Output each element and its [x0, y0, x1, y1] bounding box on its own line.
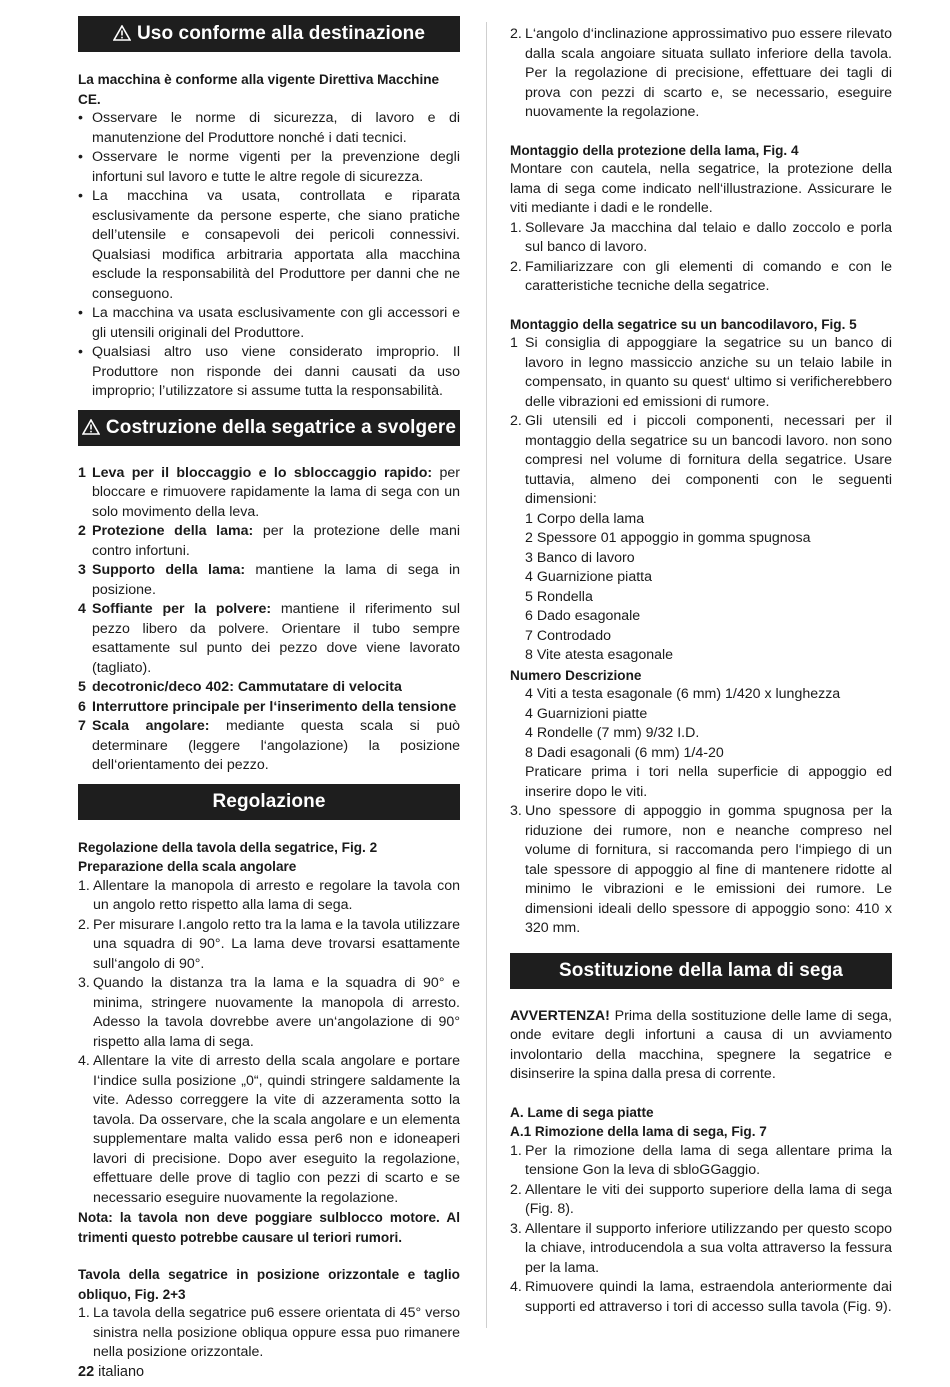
section-title-costruzione: Costruzione della segatrice a svolgere	[78, 410, 460, 446]
item-number: 1.	[510, 1142, 522, 1159]
bullet-icon: •	[78, 149, 83, 165]
bullet-text: Qualsiasi altro uso viene considerato improprio. Il Produttore non risponde dei danni causati da uso improprio; l’utilizzatore si assume tutta la responsabilità.	[92, 344, 460, 399]
item-number: 1	[78, 464, 86, 481]
subheading: Regolazione della tavola della segatrice, Fig. 2	[78, 839, 378, 855]
component-list	[78, 464, 460, 776]
component-item	[78, 698, 460, 718]
list-item	[78, 1052, 460, 1208]
column-divider	[486, 22, 487, 1328]
list-item	[78, 916, 460, 975]
item-number: 2.	[78, 916, 90, 933]
list-item	[510, 219, 892, 258]
item-text: Sollevare Ja macchina dal telaio e dallo zoccolo e porla sul banco di lavoro.	[525, 219, 892, 255]
item-number: 4.	[510, 1279, 522, 1295]
subheading: A.1 Rimozione della lama di sega, Fig. 7	[510, 1124, 767, 1139]
item-number: 3.	[510, 1220, 522, 1237]
item-number: 5	[78, 679, 86, 695]
item-label: Protezione della lama:	[92, 523, 254, 539]
intro-heading: La macchina è conforme alla vigente Direttiva Macchine CE.	[78, 72, 440, 107]
left-column	[78, 16, 460, 1363]
item-text: Rimuovere quindi la lama, estraendola anteriormente dai supporti ed attraverso i tori di accesso sulla tavola (Fig. 9).	[525, 1279, 892, 1315]
warning-triangle-icon	[82, 412, 100, 448]
item-description: mantiene la lama di sega in posizione.	[92, 562, 460, 598]
item-number: 4.	[78, 1053, 90, 1069]
item-label: Interruttore principale per l‘inserimento della tensione	[92, 698, 457, 715]
component-item	[78, 464, 460, 523]
subheading: Montaggio della protezione della lama, Fig. 4	[510, 142, 799, 158]
list-item	[510, 412, 892, 510]
component-item	[78, 561, 460, 600]
item-number: 3	[78, 562, 86, 578]
item-label: Scala angolare:	[92, 718, 210, 734]
item-description: per la protezione delle mani contro infortuni.	[92, 523, 460, 559]
item-text: Gli utensili ed i piccoli componenti, necessari per il montaggio della segatrice su un bancodi lavoro. non sono compresi nel volume di fornitura della segatrice. Usare tuttavia, almeno dei componenti con le seguenti dimensioni:	[525, 413, 892, 507]
item-description: mediante questa scala si può determinare (leggere l‘angolazione) la posizione dell‘orientamento dei pezzo.	[92, 718, 460, 773]
item-text	[92, 561, 460, 600]
step-list	[510, 1142, 892, 1318]
warning-paragraph: AVVERTENZA! Prima della sostituzione delle lame di sega, onde evitare degli infortuni a causa di un avviamento involontario della macchina, spegnere la segatrice e disinserire la spina dalla presa di corrente.	[510, 1007, 892, 1082]
part-item: 8 Dadi esagonali (6 mm) 1/4-20	[525, 744, 724, 761]
bullet-icon: •	[78, 110, 83, 126]
item-text: Allentare le viti dei supporto superiore della lama di sega (Fig. 8).	[525, 1181, 892, 1217]
item-number: 3.	[78, 975, 90, 991]
item-label: Leva per il bloccaggio e lo sbloccaggio rapido:	[92, 464, 433, 481]
parts-list	[510, 685, 892, 763]
bullet-item	[78, 304, 460, 343]
subheading: Tavola della segatrice in posizione orizzontale e taglio obliquo, Fig. 2+3	[78, 1267, 460, 1302]
page-number: 22	[78, 1364, 95, 1380]
item-number: 1.	[510, 219, 522, 236]
item-number: 2	[78, 523, 86, 539]
part-item: 4 Rondelle (7 mm) 9/32 I.D.	[525, 725, 700, 741]
item-label: Supporto della lama:	[92, 562, 246, 578]
item-number: 1.	[78, 877, 90, 894]
subheading: Preparazione della scala angolare	[78, 859, 297, 874]
item-number: 1	[510, 335, 518, 351]
subheading: Numero Descrizione	[510, 667, 642, 683]
step-list	[78, 877, 460, 1209]
component-item	[78, 522, 460, 561]
item-text	[92, 600, 460, 678]
subheading: Montaggio della segatrice su un bancodilavoro, Fig. 5	[510, 316, 857, 332]
list-item: 1. La tavola della segatrice pu6 essere orientata di 45° verso sinistra nella posizione obliqua oppure essa puo rimanere nella posizione orizzontale.	[78, 1305, 460, 1360]
subheading: A. Lame di sega piatte	[510, 1104, 654, 1120]
item-number: 7	[78, 718, 86, 734]
item-text: Familiarizzare con gli elementi di comando e con le caratteristiche tecniche della segatrice.	[525, 258, 892, 294]
item-text: Si consiglia di appoggiare la segatrice su un banco di lavoro in legno massiccio anziche su un telaio labile in compensato, in quanto su quest‘ ultimo si verificherebbero delle vibrazioni ed emissioni di rumore.	[525, 335, 892, 410]
list-item	[510, 1220, 892, 1279]
section-title-uso: Uso conforme alla destinazione	[78, 16, 460, 52]
component-item	[78, 678, 460, 698]
list-item	[510, 1278, 892, 1317]
right-column	[510, 25, 892, 1317]
bullet-text: Osservare le norme vigenti per la prevenzione degli infortuni sul lavoro e tutte le altre regole di sicurezza.	[92, 149, 460, 185]
part-item: 6 Dado esagonale	[525, 608, 641, 624]
parts-list	[510, 510, 892, 666]
list-item	[510, 334, 892, 412]
item-label: decotronic/deco 402: Cammutatare di velocita	[92, 679, 402, 695]
part-item: 3 Banco di lavoro	[525, 549, 635, 566]
section-title-regolazione: Regolazione	[78, 784, 460, 820]
list-item	[78, 974, 460, 1052]
part-item: 7 Controdado	[525, 627, 611, 644]
item-number: 2.	[510, 1181, 522, 1198]
item-description: mantiene il riferimento sul pezzo libero da polvere. Orientare il tubo sempre esattamente sul punto dei pezzo dove viene lavorato (tagliato).	[92, 601, 460, 676]
part-item: 1 Corpo della lama	[525, 510, 645, 527]
item-text	[92, 717, 460, 776]
list-item	[78, 877, 460, 916]
item-text	[92, 464, 460, 523]
bullet-list	[78, 109, 460, 402]
note: Nota: la tavola non deve poggiare sulblocco motore. Al trimenti questo potrebbe causare ul teriori rumori.	[78, 1210, 460, 1245]
page-footer	[78, 1364, 144, 1380]
item-description: per bloccare e rimuovere rapidamente la lama di sega con un solo movimento della leva.	[92, 464, 460, 520]
item-text: Quando la distanza tra la lama e la squadra di 90° e minima, stringere nuovamente la manopola di arresto. Adesso la tavola dovrebbe avere un‘angolazione di 90° rispetto alla lama di sega.	[93, 975, 460, 1050]
item-number: 2.	[510, 258, 522, 275]
item-text	[92, 678, 460, 698]
warning-triangle-icon	[113, 18, 131, 54]
part-item: 8 Vite atesta esagonale	[525, 647, 674, 663]
item-number: 4	[78, 601, 86, 617]
list-item	[510, 258, 892, 297]
part-item: 4 Guarnizioni piatte	[525, 705, 648, 722]
item-text: Allentare la vite di arresto della scala angolare e portare I‘indice sulla posizione „0“, quindi stringere saldamente la vite. Adesso correggere la vite di azzeramenta sotto la tavola. Da osservare, che la scala angolare e un elementa supplementare malta valido essa per6 non e idoneaperi lavori di precisione. Dopo aver eseguito la regolazione, effettuare delle prove di taglio con pezzi di scarto e se necessario eseguire nuovamente la regolazione.	[93, 1053, 460, 1206]
bullet-item	[78, 343, 460, 402]
part-item: 2 Spessore 01 appoggio in gomma spugnosa	[525, 530, 811, 546]
bullet-text: La macchina va usata esclusivamente con gli accessori e gli utensili originali del Produttore.	[92, 305, 460, 341]
section-title-sostituzione: Sostituzione della lama di sega	[510, 953, 892, 989]
list-item: 3. Uno spessore di appoggio in gomma spugnosa per la riduzione dei rumore, non e neanche compreso nel volume di fornitura, si raccomanda pero l‘impiego di un tale spessore di appoggio al fine di mantenere ridotte al minimo le vibrazioni e le emissioni dei rumore. Le dimensioni ideali dello spessore di appoggio sono: 410 x 320 mm.	[510, 803, 892, 936]
step-list	[510, 219, 892, 297]
part-item: 4 Guarnizione piatta	[525, 569, 652, 585]
component-item	[78, 600, 460, 678]
item-text: Per misurare I.angolo retto tra la lama e la tavola utilizzare una squadra di 90°. La lama deve trovarsi esattamente sull‘angolo di 90°.	[93, 916, 460, 972]
item-number: 2.	[510, 413, 522, 429]
bullet-text: La macchina va usata, controllata e riparata esclusivamente da persone esperte, che siano pratiche dell’utensile e consapevoli dei pericoli connessivi. Qualsiasi modifica arbitraria apportata alla macchina esclude la responsabilità del Produttore per danni che ne conseguono.	[92, 188, 460, 302]
item-text	[92, 698, 460, 718]
bullet-item	[78, 109, 460, 148]
list-item: 2. L‘angolo d‘inclinazione approssimativo puo essere rilevato dalla scala angoiare situata sullato inferiore della tavola. Per la regolazione di precisione, effettuare dei tagli di prova con pezzi di scarto e, se necessario, eseguire nuovamente la regolazione.	[510, 26, 892, 120]
list-item	[510, 1181, 892, 1220]
list-item	[510, 1142, 892, 1181]
part-item: 5 Rondella	[525, 588, 593, 605]
paragraph: Praticare prima i tori nella superficie di appoggio ed inserire dopo le viti.	[525, 764, 892, 800]
bullet-icon: •	[78, 305, 83, 321]
item-text	[92, 522, 460, 561]
bullet-icon: •	[78, 344, 83, 360]
item-label: Soffiante per la polvere:	[92, 601, 272, 617]
bullet-icon: •	[78, 188, 83, 204]
bullet-item	[78, 148, 460, 187]
component-item	[78, 717, 460, 776]
item-number: 6	[78, 698, 86, 715]
part-item: 4 Viti a testa esagonale (6 mm) 1/420 x lunghezza	[525, 686, 841, 702]
paragraph: Montare con cautela, nella segatrice, la protezione della lama di sega come indicato nell‘illustrazione. Assicurare le viti mediante i dadi e le rondelle.	[510, 161, 892, 216]
item-text: Per la rimozione della lama di sega allentare prima la tensione Gon la leva di sbloGGaggio.	[525, 1142, 892, 1178]
language-label: italiano	[98, 1364, 145, 1380]
step-list	[510, 334, 892, 510]
bullet-item	[78, 187, 460, 304]
bullet-text: Osservare le norme di sicurezza, di lavoro e di manutenzione del Produttore nonché i dati tecnici.	[92, 110, 460, 146]
item-text: Allentare il supporto inferiore utilizzando per questo scopo la chiave, introducendola a sua volta attraverso la fessura per la lama.	[525, 1220, 892, 1276]
item-text: Allentare la manopola di arresto e regolare la tavola con un angolo retto rispetto alla lama di sega.	[93, 877, 460, 913]
